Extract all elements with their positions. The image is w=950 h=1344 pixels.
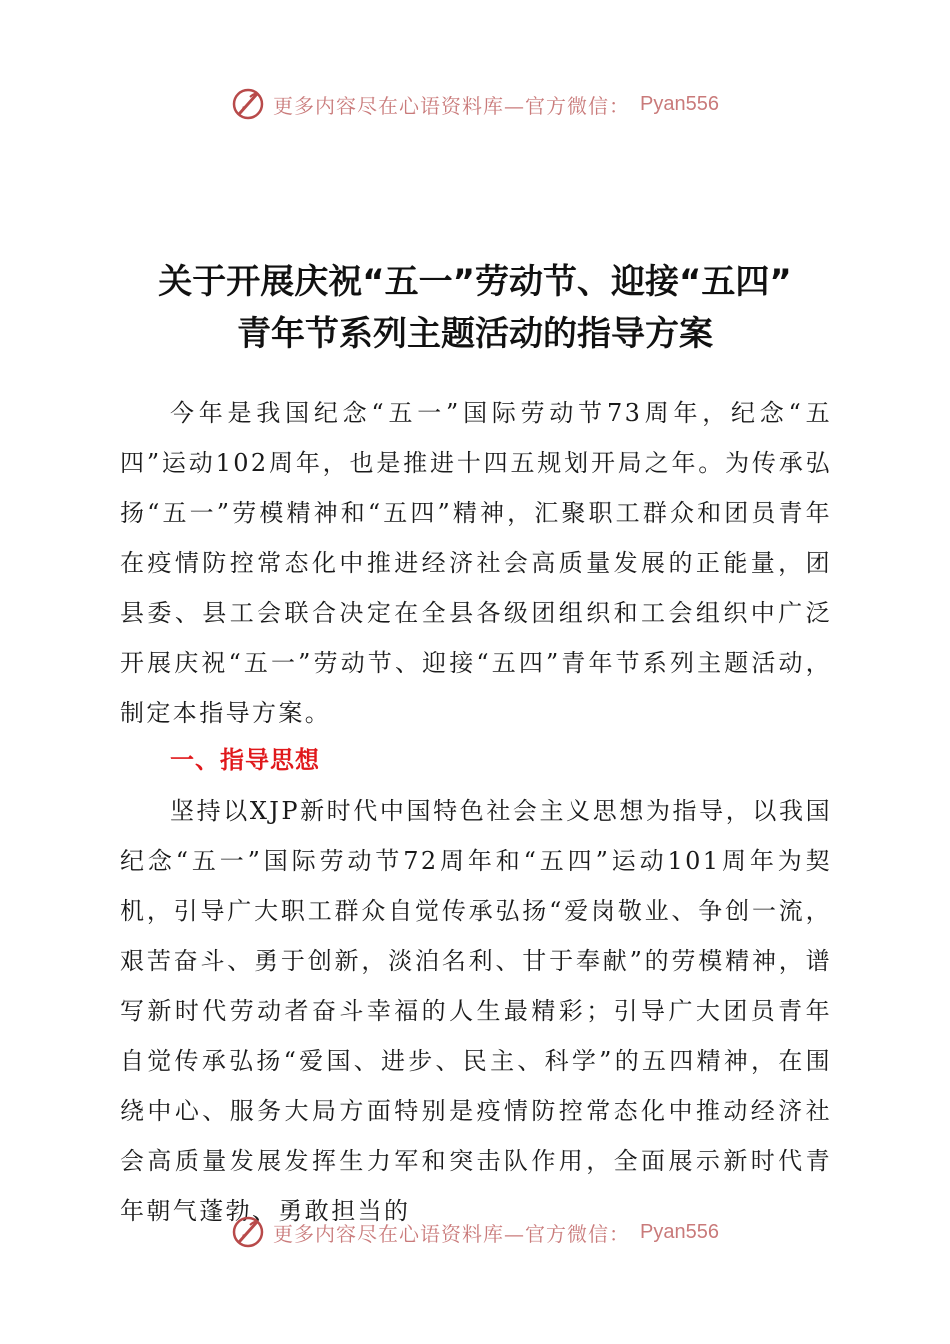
title-line-1: 关于开展庆祝“五一”劳动节、迎接“五四” [158,262,792,302]
watermark-text: 更多内容尽在心语资料库—官方微信： [273,1221,631,1246]
section-paragraph: 坚持以XJP新时代中国特色社会主义思想为指导，以我国纪念“五一”国际劳动节72周年和“五四”运动101周年为契机，引导广大职工群众自觉传承弘扬“爱岗敬业、争创一流，艰苦奋斗、勇于创新，淡泊名利、甘于奉献”的劳模精神，谱写新时代劳动者奋斗幸福的人生最精彩；引导广大团员青年自觉传承弘扬“爱国、进步、民主、科学”的五四精神，在围绕中心、服务大局方面特别是疫情防控常态化中推动经济社会高质量发展发挥生力军和突击队作用，全面展示新时代青年朝气蓬勃、勇敢担当的 [120,797,832,1225]
watermark-text: 更多内容尽在心语资料库—官方微信： [273,93,631,118]
watermark-footer [0,1212,950,1252]
pen-logo-icon [231,1215,265,1249]
pen-logo-icon [231,87,265,121]
watermark-wechat-id: Pyan556 [640,92,719,115]
watermark-wechat-id: Pyan556 [640,1220,719,1243]
document-title [0,256,950,360]
section-heading-guiding-ideology: 一、指导思想 [170,746,320,774]
intro-paragraph: 今年是我国纪念“五一”国际劳动节73周年，纪念“五四”运动102周年，也是推进十四五规划开局之年。为传承弘扬“五一”劳模精神和“五四”精神，汇聚职工群众和团员青年在疫情防控常态化中推进经济社会高质量发展的正能量，团县委、县工会联合决定在全县各级团组织和工会组织中广泛开展庆祝“五一”劳动节、迎接“五四”青年节系列主题活动，制定本指导方案。 [120,399,832,727]
title-line-2: 青年节系列主题活动的指导方案 [237,314,713,354]
watermark-header [0,84,950,124]
